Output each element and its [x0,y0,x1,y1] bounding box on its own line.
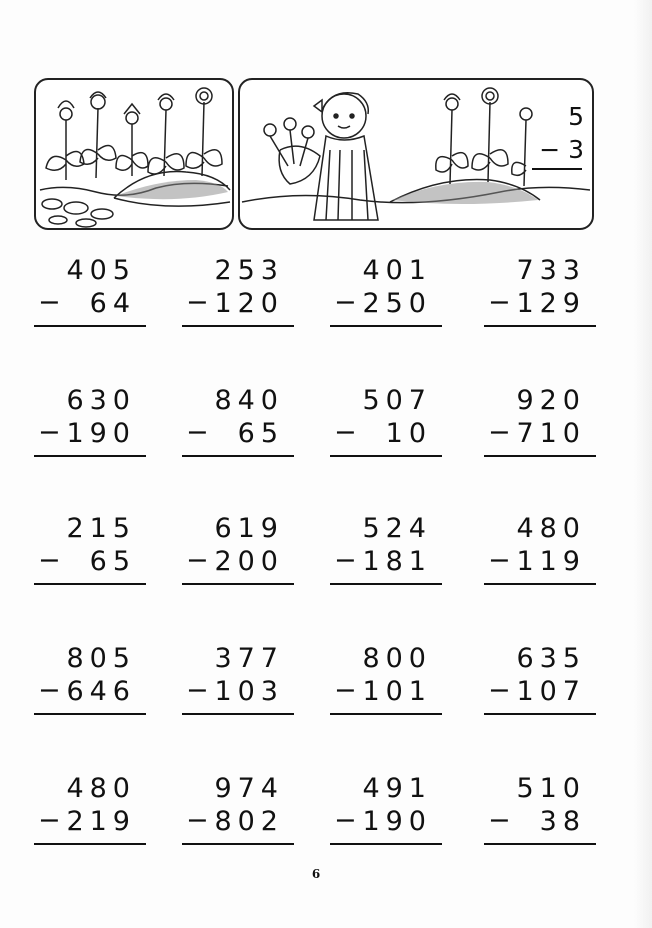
subtrahend: 120 [214,288,284,319]
minuend: 253 [214,255,284,286]
answer-line [34,583,146,585]
minuend: 733 [516,255,586,286]
answer-line [34,325,146,327]
minuend: 405 [66,255,136,286]
subtrahend: 103 [214,676,284,707]
minus-sign: − [488,545,511,576]
answer-line [34,713,146,715]
minus-sign: − [488,287,511,318]
minuend: 507 [362,385,432,416]
minus-sign: − [38,287,61,318]
answer-line [330,325,442,327]
subtrahend: 107 [516,676,586,707]
answer-line [484,325,596,327]
subtraction-problem [484,255,600,325]
answer-line [34,843,146,845]
subtraction-problem [182,513,298,583]
subtraction-problem [34,773,150,843]
subtraction-problem [330,643,446,713]
minus-sign: − [186,545,209,576]
minus-sign: − [38,545,61,576]
minus-sign: − [334,675,357,706]
minuend: 974 [214,773,284,804]
minus-sign: − [488,675,511,706]
minuend: 800 [362,643,432,674]
minus-sign: − [186,287,209,318]
subtraction-problem [34,385,150,455]
minuend: 480 [516,513,586,544]
subtraction-problem [330,255,446,325]
minuend: 491 [362,773,432,804]
subtraction-problem [484,773,600,843]
page-number: 6 [311,867,321,881]
subtrahend: 250 [362,288,432,319]
answer-line [182,713,294,715]
minuend: 840 [214,385,284,416]
subtrahend: 200 [214,546,284,577]
subtraction-problem [34,513,150,583]
minuend: 510 [516,773,586,804]
minus-sign: − [334,417,357,448]
subtrahend: 119 [516,546,586,577]
subtrahend: 181 [362,546,432,577]
subtraction-problem [182,643,298,713]
subtraction-problem [484,385,600,455]
subtraction-problem [484,643,600,713]
subtrahend: 710 [516,418,586,449]
minus-sign: − [186,675,209,706]
minus-sign: − [186,417,209,448]
minuend: 377 [214,643,284,674]
minus-sign: − [488,417,511,448]
answer-line [330,713,442,715]
minus-sign: − [38,675,61,706]
answer-line [330,455,442,457]
minus-sign: − [334,545,357,576]
subtraction-problem [34,643,150,713]
answer-line [182,455,294,457]
subtraction-problem [330,385,446,455]
subtraction-problem [182,385,298,455]
subtraction-problem [484,513,600,583]
subtrahend: 802 [214,806,284,837]
minuend: 401 [362,255,432,286]
answer-line [182,325,294,327]
answer-line [484,843,596,845]
minuend: 920 [516,385,586,416]
subtrahend: 65 [237,418,284,449]
example-minus-sign: − [539,135,561,164]
subtraction-problem [34,255,150,325]
minuend: 619 [214,513,284,544]
example-top-number: 5 [568,102,584,131]
answer-line [330,583,442,585]
subtrahend: 646 [66,676,136,707]
minuend: 215 [66,513,136,544]
answer-line [182,583,294,585]
subtrahend: 101 [362,676,432,707]
answer-line [484,583,596,585]
minus-sign: − [334,287,357,318]
minus-sign: − [38,417,61,448]
minuend: 630 [66,385,136,416]
subtrahend: 65 [89,546,136,577]
minuend: 480 [66,773,136,804]
minuend: 635 [516,643,586,674]
subtrahend: 190 [362,806,432,837]
subtrahend: 219 [66,806,136,837]
minus-sign: − [38,805,61,836]
example-bottom-number: 3 [568,135,584,164]
answer-line [484,713,596,715]
subtrahend: 10 [385,418,432,449]
subtrahend: 190 [66,418,136,449]
answer-line [330,843,442,845]
minus-sign: − [186,805,209,836]
subtrahend: 129 [516,288,586,319]
answer-line [34,455,146,457]
minus-sign: − [334,805,357,836]
subtrahend: 38 [539,806,586,837]
answer-line [182,843,294,845]
subtraction-problem [182,773,298,843]
minuend: 524 [362,513,432,544]
minus-sign: − [488,805,511,836]
subtraction-problem [182,255,298,325]
subtrahend: 64 [89,288,136,319]
subtraction-problem [330,773,446,843]
answer-line [484,455,596,457]
minuend: 805 [66,643,136,674]
subtraction-problem [330,513,446,583]
